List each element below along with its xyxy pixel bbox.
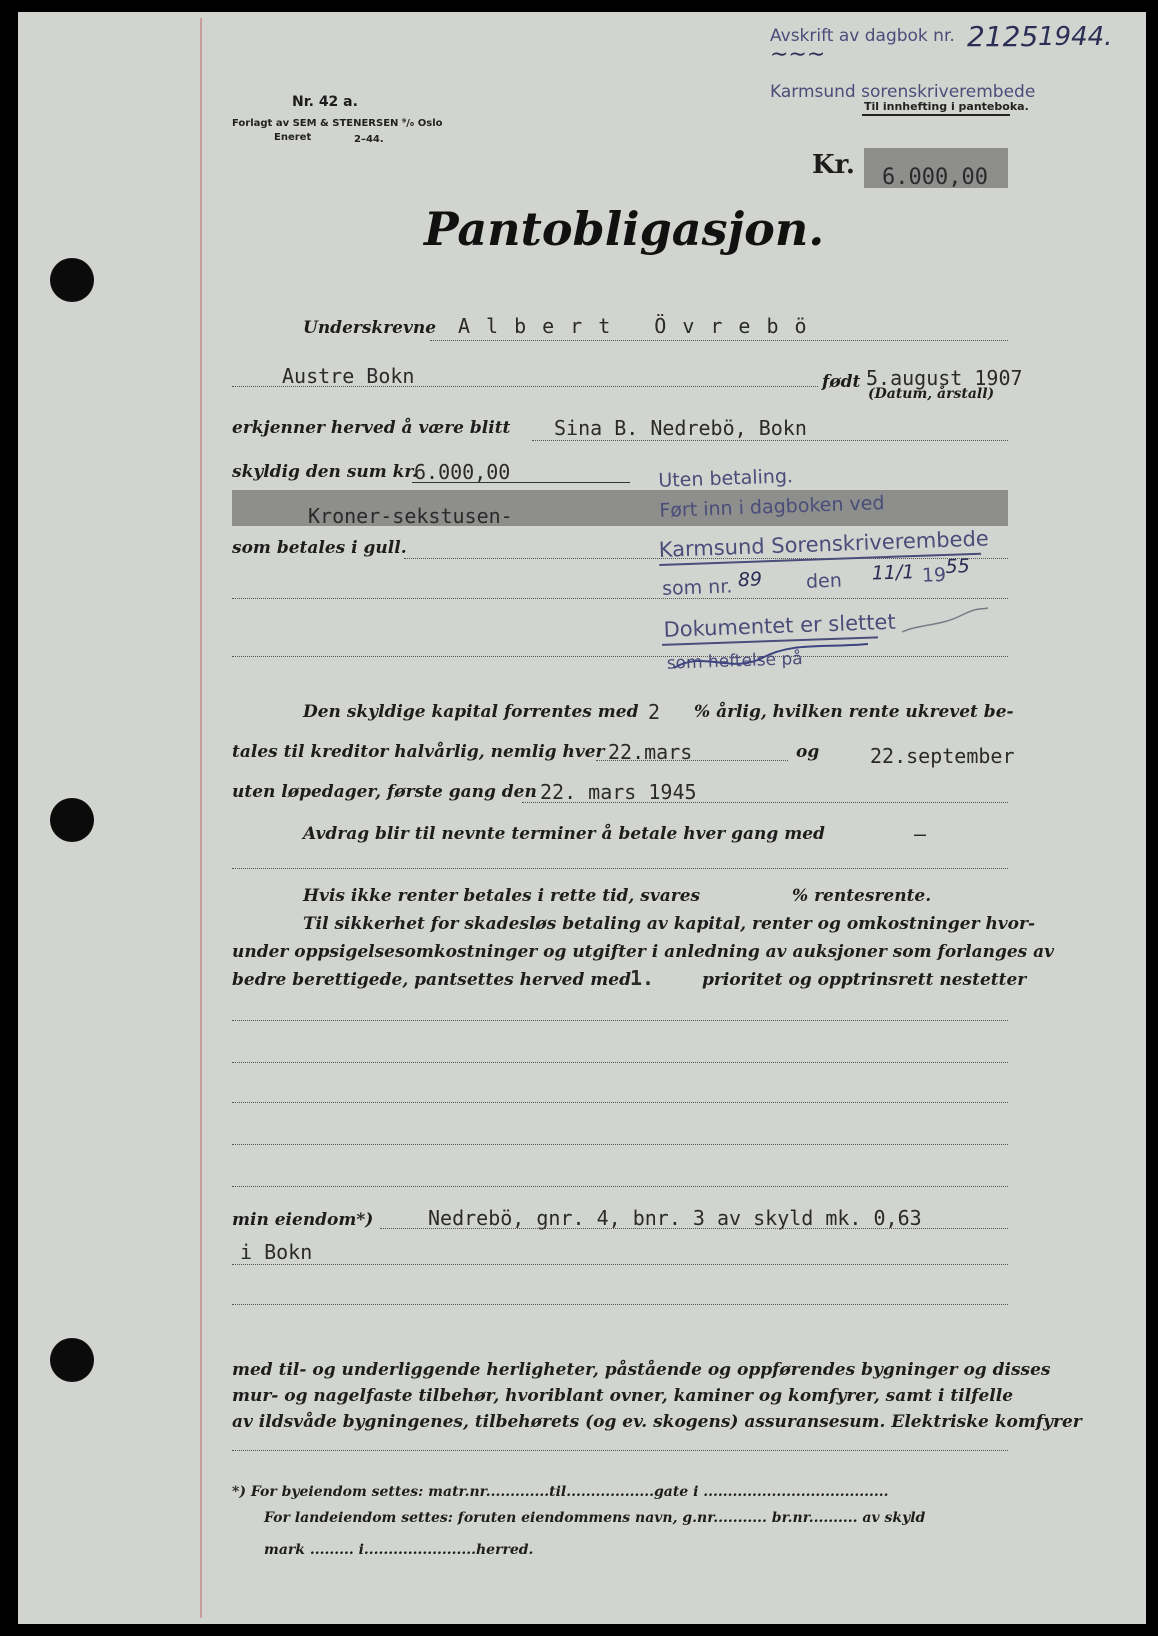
dotted-line [232, 1102, 1008, 1103]
stamp-heftelse: som heftelse på [666, 649, 803, 674]
closing-line3: av ildsvåde bygningenes, tilbehørets (og ev. skogens) assuransesum. Elektriske komfyrer [232, 1412, 1082, 1432]
dotted-line [232, 1304, 1008, 1305]
publisher-eneret: Eneret [274, 132, 312, 143]
skyldig-amount: 6.000,00 [414, 460, 511, 484]
interest-line7: under oppsigelsesomkostninger og utgifter i anledning av auksjoner som forlanges av [232, 942, 1055, 962]
footnote-line3: mark ......... i.......................herred. [264, 1542, 534, 1558]
interest-line4: Avdrag blir til nevnte terminer å betale hver gang med [303, 824, 825, 844]
amount-underline [412, 482, 630, 483]
property-label: min eiendom*) [232, 1210, 374, 1230]
stamp-office: Karmsund sorenskriverembede [770, 82, 1036, 102]
interest-line6: Til sikkerhet for skadesløs betaling av kapital, renter og omkostninger hvor- [303, 914, 1036, 934]
stamp-slettet: Dokumentet er slettet [663, 609, 897, 642]
property-value: Nedrebö, gnr. 4, bnr. 3 av skyld mk. 0,63 [428, 1206, 922, 1230]
dotted-line [232, 1020, 1008, 1021]
interest-line3: uten løpedager, første gang den [232, 782, 537, 802]
dotted-line [596, 760, 788, 761]
punch-hole-icon [50, 1338, 94, 1382]
erkjenner-label: erkjenner herved å være blitt [232, 418, 511, 438]
page-title: Pantobligasjon. [424, 202, 825, 256]
interest-line5b: % rentesrente. [792, 886, 932, 906]
stamp-scribble: ∼∼∼ [770, 42, 826, 67]
interest-rate: 2 [648, 700, 661, 724]
datum-label: (Datum, årstall) [868, 386, 995, 402]
underskrevne-label: Underskrevne [303, 318, 437, 338]
debtor-address: Austre Bokn [282, 364, 415, 388]
dagbok-stamp-label: Avskrift av dagbok nr. [770, 26, 955, 46]
footnote-line1: *) For byeiendom settes: matr.nr.............til..................gate i ...................................... [232, 1484, 889, 1500]
interest-line8b: prioritet og opptrinsrett nestetter [702, 970, 1027, 990]
priority-value: 1. [630, 966, 655, 990]
dotted-line [232, 386, 818, 387]
dagbok-year: 1944. [1038, 22, 1113, 52]
payment-date2: 22.september [870, 744, 1015, 768]
footnote-line2: For landeiendom settes: foruten eiendommens navn, g.nr........... br.nr.......... av skyld [264, 1510, 926, 1526]
gull-label: som betales i gull. [232, 538, 407, 558]
creditor-name: Sina B. Nedrebö, Bokn [554, 416, 807, 440]
stamp-date-value: 11/1 [871, 561, 915, 585]
dotted-line [232, 868, 1008, 869]
margin-rule [200, 18, 202, 1618]
publisher-line: Forlagt av SEM & STENERSEN ⁹/₀ Oslo [232, 118, 443, 129]
til-innhefting: Til innhefting i panteboka. [864, 100, 1029, 113]
stamp-year-prefix: 19 [921, 563, 947, 587]
interest-line1: Den skyldige kapital forrentes med [303, 702, 639, 722]
kr-amount: 6.000,00 [882, 165, 988, 190]
closing-line2: mur- og nagelfaste tilbehør, hvoriblant ovner, kaminer og komfyrer, samt i tilfelle [232, 1386, 1014, 1406]
stamp-fort-inn: Ført inn i dagboken ved [659, 492, 885, 522]
header-rule [862, 114, 1010, 116]
publisher-date: 2–44. [354, 134, 384, 145]
skyldig-label: skyldig den sum kr. [232, 462, 418, 482]
stamp-nr-label: som nr. [661, 575, 733, 600]
dotted-line [532, 440, 1008, 441]
avdrag-value: – [914, 822, 927, 846]
stamp-office-name: Karmsund Sorenskriverembede [658, 526, 990, 562]
first-payment-date: 22. mars 1945 [540, 780, 697, 804]
og-label: og [796, 742, 820, 762]
stamp-den-label: den [805, 569, 843, 593]
fodt-label: født [822, 372, 861, 392]
interest-line1b: % årlig, hvilken rente ukrevet be- [694, 702, 1014, 722]
dagbok-number: 2125 [967, 20, 1039, 53]
dotted-line [232, 1450, 1008, 1451]
payment-date1: 22.mars [608, 740, 693, 764]
amount-in-words: Kroner-sekstusen- [308, 504, 513, 528]
punch-hole-icon [50, 798, 94, 842]
dotted-line [522, 802, 1008, 803]
dotted-line [232, 1186, 1008, 1187]
closing-line1: med til- og underliggende herligheter, påstående og oppførendes bygninger og disses [232, 1360, 1051, 1380]
birth-date: 5.august 1907 [866, 366, 1023, 390]
punch-hole-icon [50, 258, 94, 302]
kr-label: Kr. [812, 150, 855, 180]
signature-scribble [672, 640, 872, 680]
dotted-line [430, 340, 1008, 341]
form-number: Nr. 42 a. [292, 94, 358, 110]
dotted-line [232, 1144, 1008, 1145]
interest-line5: Hvis ikke renter betales i rette tid, svares [303, 886, 701, 906]
stamp-year-value: 55 [945, 555, 971, 578]
stamp-nr-value: 89 [737, 568, 763, 592]
interest-line2: tales til kreditor halvårlig, nemlig hver [232, 742, 605, 762]
dotted-line [232, 1062, 1008, 1063]
pencil-scribble [900, 606, 990, 636]
interest-line8: bedre berettigede, pantsettes herved med [232, 970, 631, 990]
dotted-line [380, 1228, 1008, 1229]
stamp-uten-betaling: Uten betaling. [657, 465, 794, 492]
debtor-name: Albert Övrebö [458, 314, 823, 338]
property-municipality: i Bokn [240, 1240, 313, 1264]
dotted-line [232, 1264, 1008, 1265]
